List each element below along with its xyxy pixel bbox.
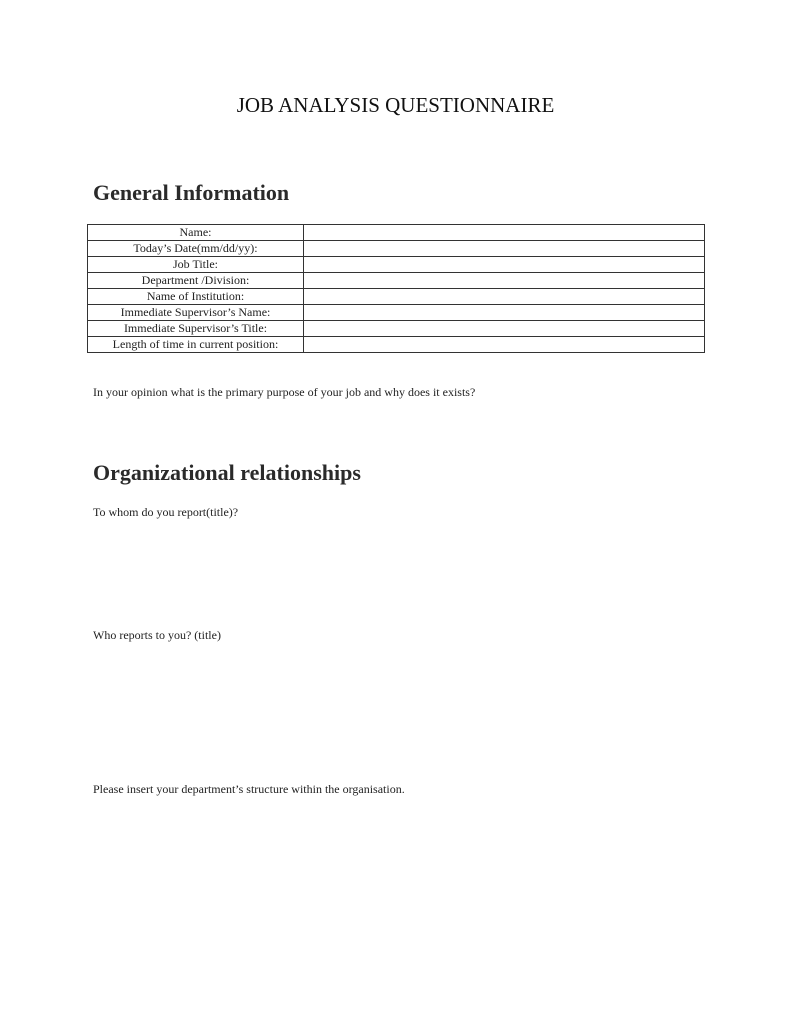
table-row bbox=[88, 273, 705, 289]
field-value-date[interactable] bbox=[304, 241, 705, 257]
section-heading-general-information: General Information bbox=[93, 180, 290, 205]
report-to-question: To whom do you report(title)? bbox=[93, 505, 239, 519]
field-value-name[interactable] bbox=[304, 225, 705, 241]
document-title: JOB ANALYSIS QUESTIONNAIRE bbox=[236, 93, 555, 117]
field-label-department: Department /Division: bbox=[88, 273, 304, 289]
general-information-table bbox=[87, 224, 705, 353]
table-row bbox=[88, 321, 705, 337]
table-row bbox=[88, 241, 705, 257]
field-label-institution: Name of Institution: bbox=[88, 289, 304, 305]
field-value-job-title[interactable] bbox=[304, 257, 705, 273]
field-label-job-title: Job Title: bbox=[88, 257, 304, 273]
department-structure-question: Please insert your department’s structure within the organisation. bbox=[93, 782, 405, 796]
section-heading-organizational-relationships: Organizational relationships bbox=[93, 460, 361, 485]
field-label-name: Name: bbox=[88, 225, 304, 241]
field-label-supervisor-title: Immediate Supervisor’s Title: bbox=[88, 321, 304, 337]
field-label-supervisor-name: Immediate Supervisor’s Name: bbox=[88, 305, 304, 321]
field-label-date: Today’s Date(mm/dd/yy): bbox=[88, 241, 304, 257]
field-label-time-in-position: Length of time in current position: bbox=[88, 337, 304, 353]
table-row bbox=[88, 337, 705, 353]
table-row bbox=[88, 257, 705, 273]
table-row bbox=[88, 289, 705, 305]
purpose-question: In your opinion what is the primary purpose of your job and why does it exists? bbox=[93, 385, 476, 399]
field-value-supervisor-title[interactable] bbox=[304, 321, 705, 337]
direct-reports-question: Who reports to you? (title) bbox=[93, 628, 221, 642]
field-value-time-in-position[interactable] bbox=[304, 337, 705, 353]
table-row bbox=[88, 225, 705, 241]
field-value-department[interactable] bbox=[304, 273, 705, 289]
field-value-supervisor-name[interactable] bbox=[304, 305, 705, 321]
field-value-institution[interactable] bbox=[304, 289, 705, 305]
table-row bbox=[88, 305, 705, 321]
